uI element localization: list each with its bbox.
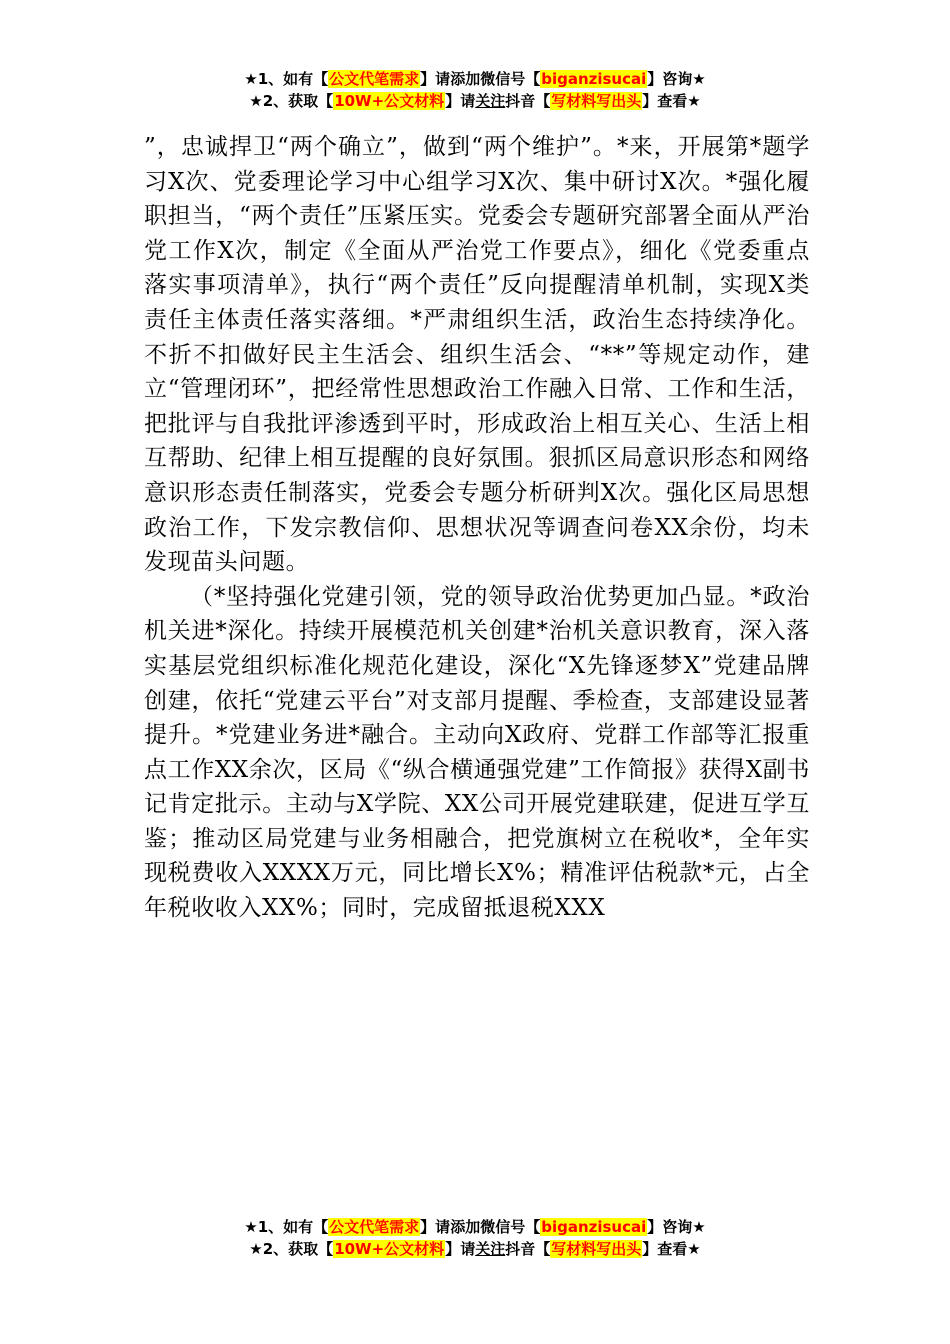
body-paragraph-1: ”，忠诚捍卫“两个确立”，做到“两个维护”。*来，开展第*题学习X次、党委理论学习中心组学习X次、集中研讨X次。*强化履职担当，“两个责任”压紧压实。党委会专题研究部署全面从严治党工作X次，制定《全面从严治党工作要点》，细化《党委重点落实事项清单》，执行“两个责任”反向提醒清单机制，实现X类责任主体责任落实落细。*严肃组织生活，政治生态持续净化。不折不扣做好民主生活会、组织生活会、“**”等规定动作，建立“管理闭环”，把经常性思想政治工作融入日常、工作和生活，把批评与自我批评渗透到平时，形成政治上相互关心、生活上相互帮助、纪律上相互提醒的良好氛围。狠抓区局意识形态和网络意识形态责任制落实，党委会专题分析研判X次。强化区局思想政治工作，下发宗教信仰、思想状况等调查问卷XX余份，均未发现苗头问题。 — [144, 134, 810, 576]
header-line-2-connector: 】请 — [445, 92, 476, 110]
footer-line-2-label: 抖音【 — [505, 1240, 551, 1258]
footer-highlight-wechat-id: biganzisucai — [541, 1218, 647, 1236]
header-highlight-wechat-id: biganzisucai — [541, 70, 647, 88]
footer-line-1-suffix: 】咨询★ — [647, 1218, 706, 1236]
header-highlight-materials: 10W+公文材料 — [334, 92, 445, 110]
header-line-1-suffix: 】咨询★ — [647, 70, 706, 88]
header-line-1-prefix: ★1、如有【 — [244, 70, 329, 88]
header-line-2-emphasis: 关注 — [475, 92, 506, 110]
header-line-1-label: 微信号【 — [480, 70, 541, 88]
header-line-1 — [0, 68, 950, 90]
footer-line-1-emphasis: 添加 — [450, 1218, 481, 1236]
header-line-2-suffix: 】查看★ — [642, 92, 701, 110]
body-paragraph-2: （*坚持强化党建引领，党的领导政治优势更加凸显。*政治机关进*深化。持续开展模范机关创建*治机关意识教育，深入落实基层党组织标准化规范化建设，深化“X先锋逐梦X”党建品牌创建，依托“党建云平台”对支部月提醒、季检查，支部建设显著提升。*党建业务进*融合。主动向X政府、党群工作部等汇报重点工作XX余次，区局《“纵合横通强党建”工作简报》获得X副书记肯定批示。主动与X学院、XX公司开展党建联建，促进互学互鉴；推动区局党建与业务相融合，把党旗树立在税收*，全年实现税费收入XXXX万元，同比增长X%；精准评估税款*元，占全年税收收入XX%；同时，完成留抵退税XXX — [144, 583, 810, 922]
footer-line-2-connector: 】请 — [445, 1240, 476, 1258]
header-highlight-douyin-account: 写材料写出头 — [551, 92, 642, 110]
footer-line-2-suffix: 】查看★ — [642, 1240, 701, 1258]
footer-banner — [0, 1216, 950, 1260]
footer-line-2 — [0, 1238, 950, 1260]
header-line-2-label: 抖音【 — [505, 92, 551, 110]
header-highlight-service: 公文代笔需求 — [329, 70, 420, 88]
document-body — [144, 130, 810, 926]
header-banner — [0, 68, 950, 112]
header-line-1-connector: 】请 — [420, 70, 451, 88]
header-line-2 — [0, 90, 950, 112]
footer-line-2-emphasis: 关注 — [475, 1240, 506, 1258]
footer-line-1-label: 微信号【 — [480, 1218, 541, 1236]
footer-line-1 — [0, 1216, 950, 1238]
footer-line-2-prefix: ★2、获取【 — [249, 1240, 334, 1258]
footer-highlight-materials: 10W+公文材料 — [334, 1240, 445, 1258]
footer-highlight-douyin-account: 写材料写出头 — [551, 1240, 642, 1258]
footer-highlight-service: 公文代笔需求 — [329, 1218, 420, 1236]
header-line-2-prefix: ★2、获取【 — [249, 92, 334, 110]
header-line-1-emphasis: 添加 — [450, 70, 481, 88]
footer-line-1-prefix: ★1、如有【 — [244, 1218, 329, 1236]
footer-line-1-connector: 】请 — [420, 1218, 451, 1236]
